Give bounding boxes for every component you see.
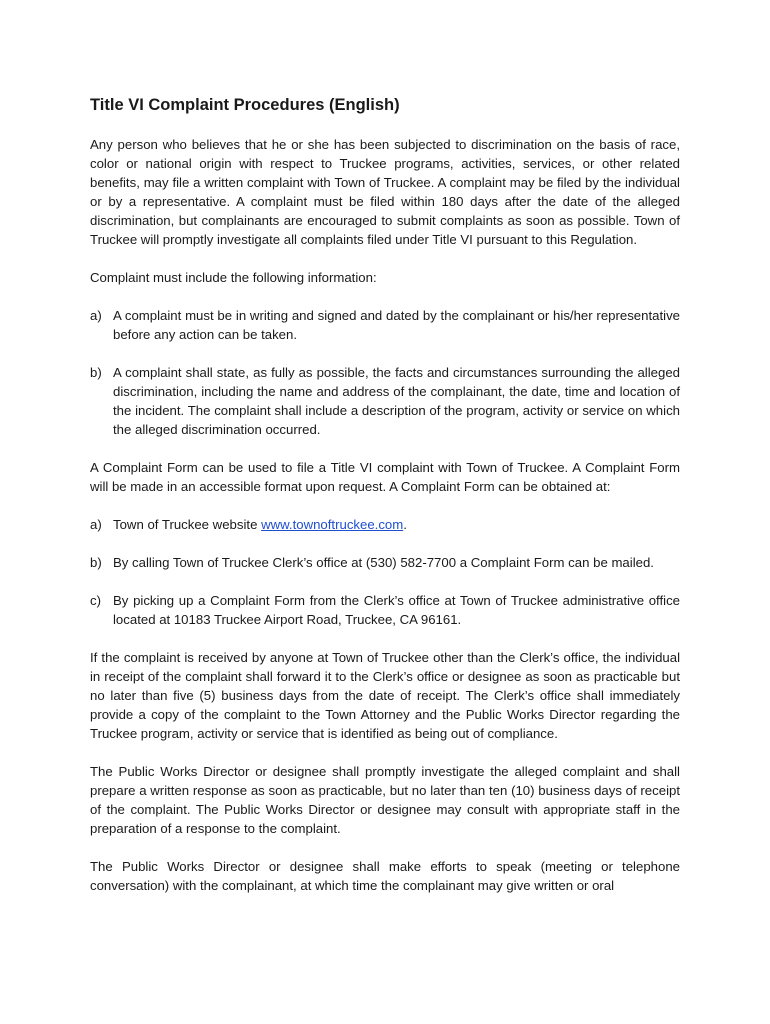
obtain-text: By picking up a Complaint Form from the Clerk’s office at Town of Truckee administrative office located at 10183 Truckee Airport Road, Truckee, CA 96161.	[113, 593, 680, 627]
obtain-text: Town of Truckee website	[113, 517, 262, 532]
list-marker: a)	[90, 308, 102, 323]
requirement-text: A complaint shall state, as fully as possible, the facts and circumstances surrounding the alleged discrimination, including the name and address of the complainant, the date, time and location of the incident. The complaint shall include a description of the program, activity or service on which the alleged discrimination occurred.	[113, 365, 680, 437]
list-marker: c)	[90, 593, 101, 608]
requirement-item-a	[90, 306, 680, 344]
requirement-text: A complaint must be in writing and signed and dated by the complainant or his/her representative before any action can be taken.	[113, 308, 680, 342]
obtain-text-suffix: .	[403, 517, 407, 532]
complaint-form-paragraph: A Complaint Form can be used to file a Title VI complaint with Town of Truckee. A Complaint Form will be made in an accessible format upon request. A Complaint Form can be obtained at:	[90, 460, 680, 494]
requirements-heading: Complaint must include the following information:	[90, 270, 377, 285]
page-title: Title VI Complaint Procedures (English)	[90, 96, 400, 114]
obtain-item-phone	[90, 553, 680, 572]
list-marker: b)	[90, 555, 102, 570]
receipt-paragraph: If the complaint is received by anyone at Town of Truckee other than the Clerk’s office, the individual in receipt of the complaint shall forward it to the Clerk’s office or designee as soon as practicable but no later than five (5) business days from the date of receipt. The Clerk’s office shall immediately provide a copy of the complaint to the Town Attorney and the Public Works Director regarding the Truckee program, activity or service that is identified as being out of compliance.	[90, 650, 680, 741]
contact-paragraph: The Public Works Director or designee shall make efforts to speak (meeting or telephone conversation) with the complainant, at which time the complainant may give written or oral	[90, 859, 680, 893]
obtain-text: By calling Town of Truckee Clerk’s office at (530) 582-7700 a Complaint Form can be mailed.	[113, 555, 654, 570]
obtain-item-website	[90, 515, 680, 534]
intro-paragraph: Any person who believes that he or she has been subjected to discrimination on the basis of race, color or national origin with respect to Truckee programs, activities, services, or other related benefits, may file a written complaint with Town of Truckee. A complaint may be filed by the individual or by a representative. A complaint must be filed within 180 days after the date of the alleged discrimination, but complainants are encouraged to submit complaints as soon as possible. Town of Truckee will promptly investigate all complaints filed under Title VI pursuant to this Regulation.	[90, 137, 680, 247]
obtain-item-pickup	[90, 591, 680, 629]
website-link[interactable]: www.townoftruckee.com	[261, 517, 404, 532]
document-page	[90, 94, 680, 914]
investigation-paragraph: The Public Works Director or designee shall promptly investigate the alleged complaint and shall prepare a written response as soon as practicable, but no later than ten (10) business days of receipt of the complaint. The Public Works Director or designee may consult with appropriate staff in the preparation of a response to the complaint.	[90, 764, 680, 836]
list-marker: a)	[90, 517, 102, 532]
requirement-item-b	[90, 363, 680, 439]
list-marker: b)	[90, 365, 102, 380]
